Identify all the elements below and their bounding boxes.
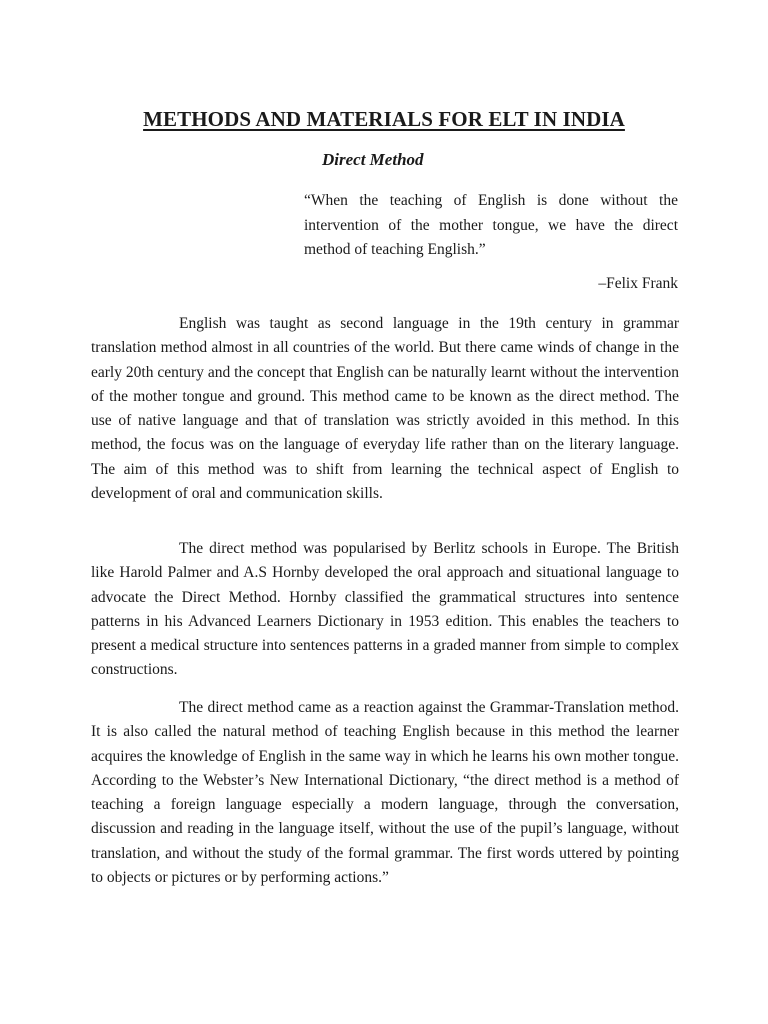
body-paragraph: The direct method was popularised by Berlitz schools in Europe. The British like Harold Palmer and A.S Hornby developed the oral approach and situational language to advocate the Direct Method. Hornby classified the grammatical structures into sentence patterns in his Advanced Learners Dictionary in 1953 edition. This enables the teachers to present a medical structure into sentences patterns in a graded manner from simple to complex constructions.: [91, 540, 679, 679]
body-paragraph: The direct method came as a reaction against the Grammar-Translation method. It is also called the natural method of teaching English because in this method the learner acquires the knowledge of English in the same way in which he learns his own mother tongue. According to the Webster’s New International Dictionary, “the direct method is a method of teaching a foreign language especially a modern language, through the conversation, discussion and reading in the language itself, without the use of the pupil’s language, without translation, and without the study of the formal grammar. The first words uttered by pointing to objects or pictures or by performing actions.”: [91, 699, 679, 887]
section-heading: Direct Method: [322, 150, 424, 169]
document-title: METHODS AND MATERIALS FOR ELT IN INDIA: [143, 107, 625, 131]
quote-attribution: –Felix Frank: [598, 275, 678, 292]
epigraph-quote: “When the teaching of English is done without the intervention of the mother tongue, we have the direct method of teaching English.”: [304, 192, 678, 258]
body-paragraph: English was taught as second language in the 19th century in grammar translation method almost in all countries of the world. But there came winds of change in the early 20th century and the concept that English can be naturally learnt without the intervention of the mother tongue and ground. This method came to be known as the direct method. The use of native language and that of translation was strictly avoided in this method. In this method, the focus was on the language of everyday life rather than on the literary language. The aim of this method was to shift from learning the technical aspect of English to development of oral and communication skills.: [91, 315, 679, 503]
